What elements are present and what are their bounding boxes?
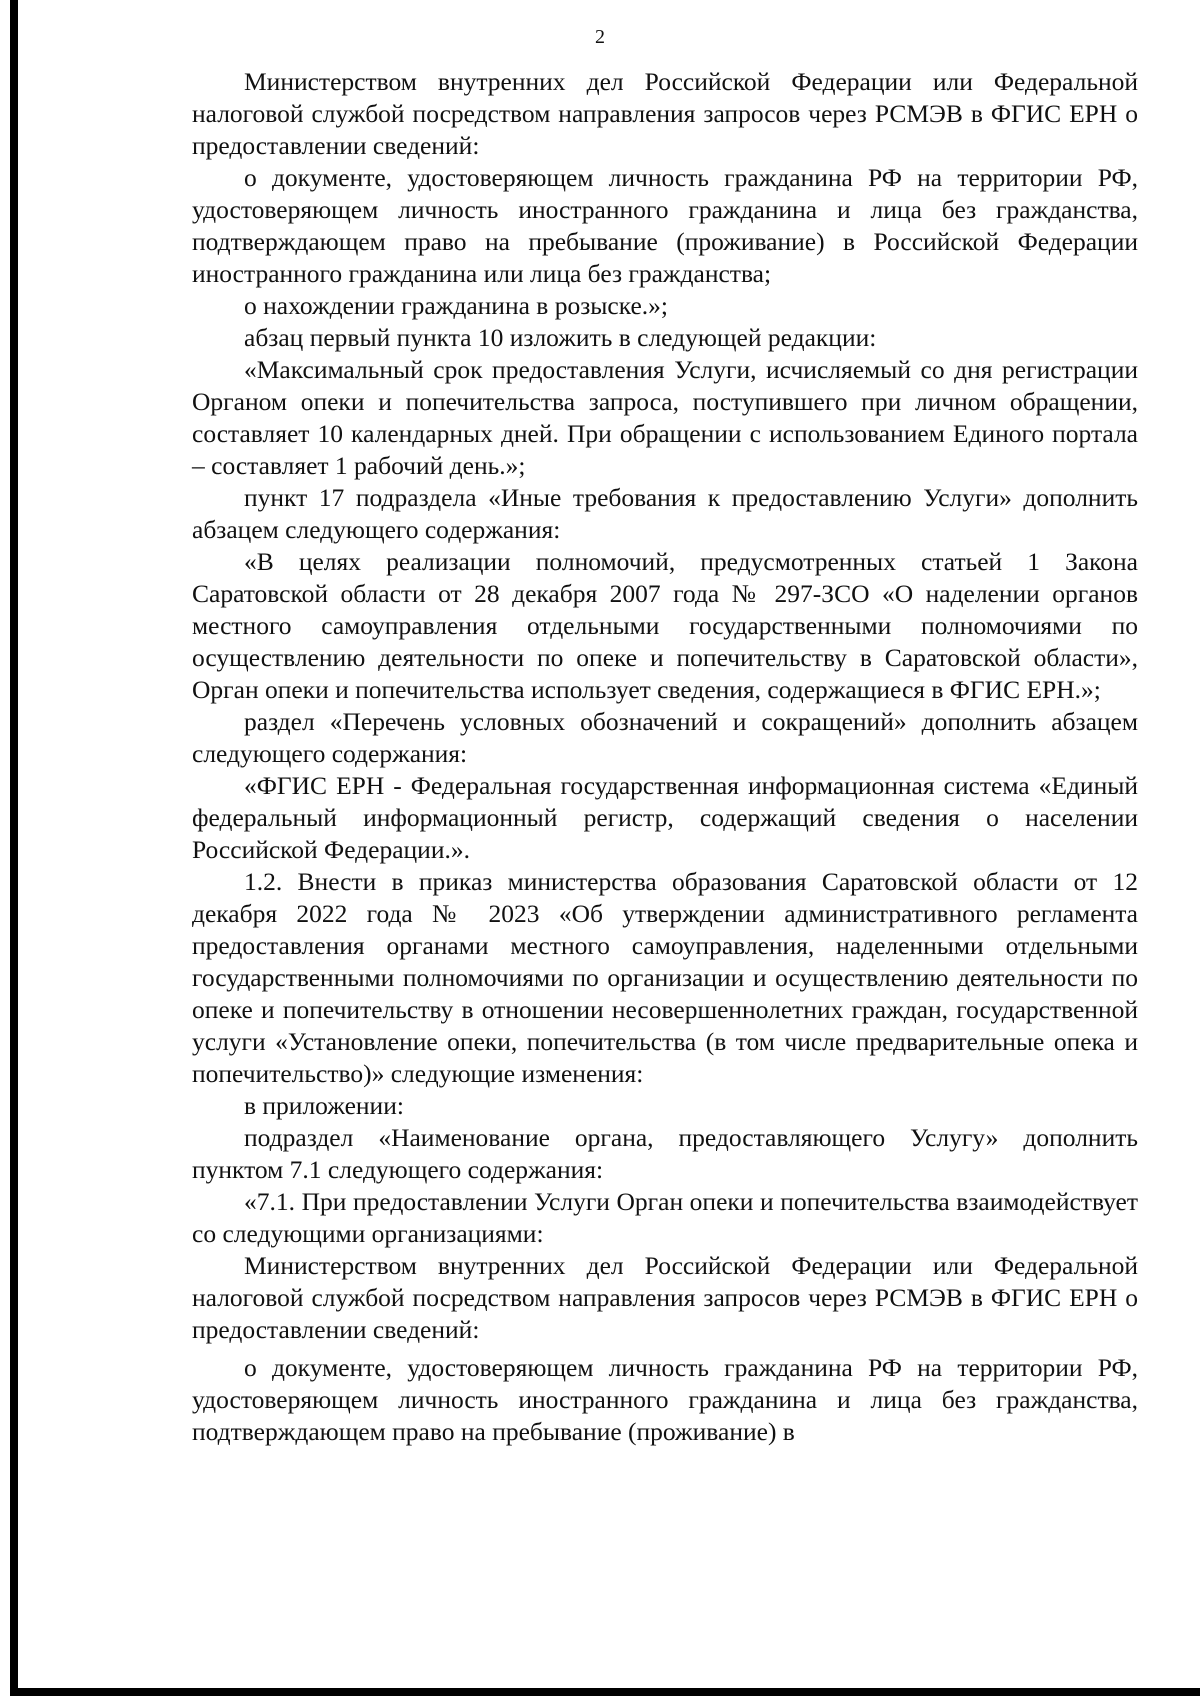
paragraph: о нахождении гражданина в розыске.»; <box>244 291 668 320</box>
paragraph: «В целях реализации полномочий, предусмотренных статьей 1 Закона Саратовской области от 28 декабря 2007 года № 297-ЗСО «О наделении органов местного самоуправления отдельными государственными полномочиями по осуществлению деятельности по опеке и попечительству в Саратовской области», Орган опеки и попечительства использует сведения, содержащиеся в ФГИС ЕРН.»; <box>192 547 1138 704</box>
document-body <box>192 66 1138 1448</box>
paragraph: «ФГИС ЕРН - Федеральная государственная информационная система «Единый федеральный информационный регистр, содержащий сведения о населении Российской Федерации.». <box>192 771 1138 864</box>
paragraph: абзац первый пункта 10 изложить в следующей редакции: <box>244 323 877 352</box>
page-number: 2 <box>595 26 605 48</box>
paragraph: о документе, удостоверяющем личность гражданина РФ на территории РФ, удостоверяющем личность иностранного гражданина и лица без гражданства, подтверждающем право на пребывание (проживание) в Российской Федерации иностранного гражданина или лица без гражданства; <box>192 163 1138 288</box>
paragraph: «7.1. При предоставлении Услуги Орган опеки и попечительства взаимодействует со следующими организациями: <box>192 1187 1138 1248</box>
paragraph: о документе, удостоверяющем личность гражданина РФ на территории РФ, удостоверяющем личность иностранного гражданина и лица без гражданства, подтверждающем право на пребывание (проживание) в <box>192 1353 1138 1446</box>
scan-border-left <box>10 0 18 1696</box>
paragraph: раздел «Перечень условных обозначений и сокращений» дополнить абзацем следующего содержания: <box>192 707 1138 768</box>
paragraph: пункт 17 подраздела «Иные требования к предоставлению Услуги» дополнить абзацем следующего содержания: <box>192 483 1138 544</box>
paragraph: подраздел «Наименование органа, предоставляющего Услугу» дополнить пунктом 7.1 следующего содержания: <box>192 1123 1138 1184</box>
paragraph: в приложении: <box>244 1091 404 1120</box>
paragraph: Министерством внутренних дел Российской Федерации или Федеральной налоговой службой посредством направления запросов через РСМЭВ в ФГИС ЕРН о предоставлении сведений: <box>192 1251 1138 1344</box>
scan-border-bottom <box>10 1688 1200 1696</box>
paragraph: «Максимальный срок предоставления Услуги, исчисляемый со дня регистрации Органом опеки и попечительства запроса, поступившего при личном обращении, составляет 10 календарных дней. При обращении с использованием Единого портала – составляет 1 рабочий день.»; <box>192 355 1138 480</box>
paragraph: 1.2. Внести в приказ министерства образования Саратовской области от 12 декабря 2022 года № 2023 «Об утверждении административного регламента предоставления органами местного самоуправления, наделенными отдельными государственными полномочиями по организации и осуществлению деятельности по опеке и попечительству в отношении несовершеннолетних граждан, государственной услуги «Установление опеки, попечительства (в том числе предварительные опека и попечительство)» следующие изменения: <box>192 867 1138 1088</box>
paragraph: Министерством внутренних дел Российской Федерации или Федеральной налоговой службой посредством направления запросов через РСМЭВ в ФГИС ЕРН о предоставлении сведений: <box>192 67 1138 160</box>
